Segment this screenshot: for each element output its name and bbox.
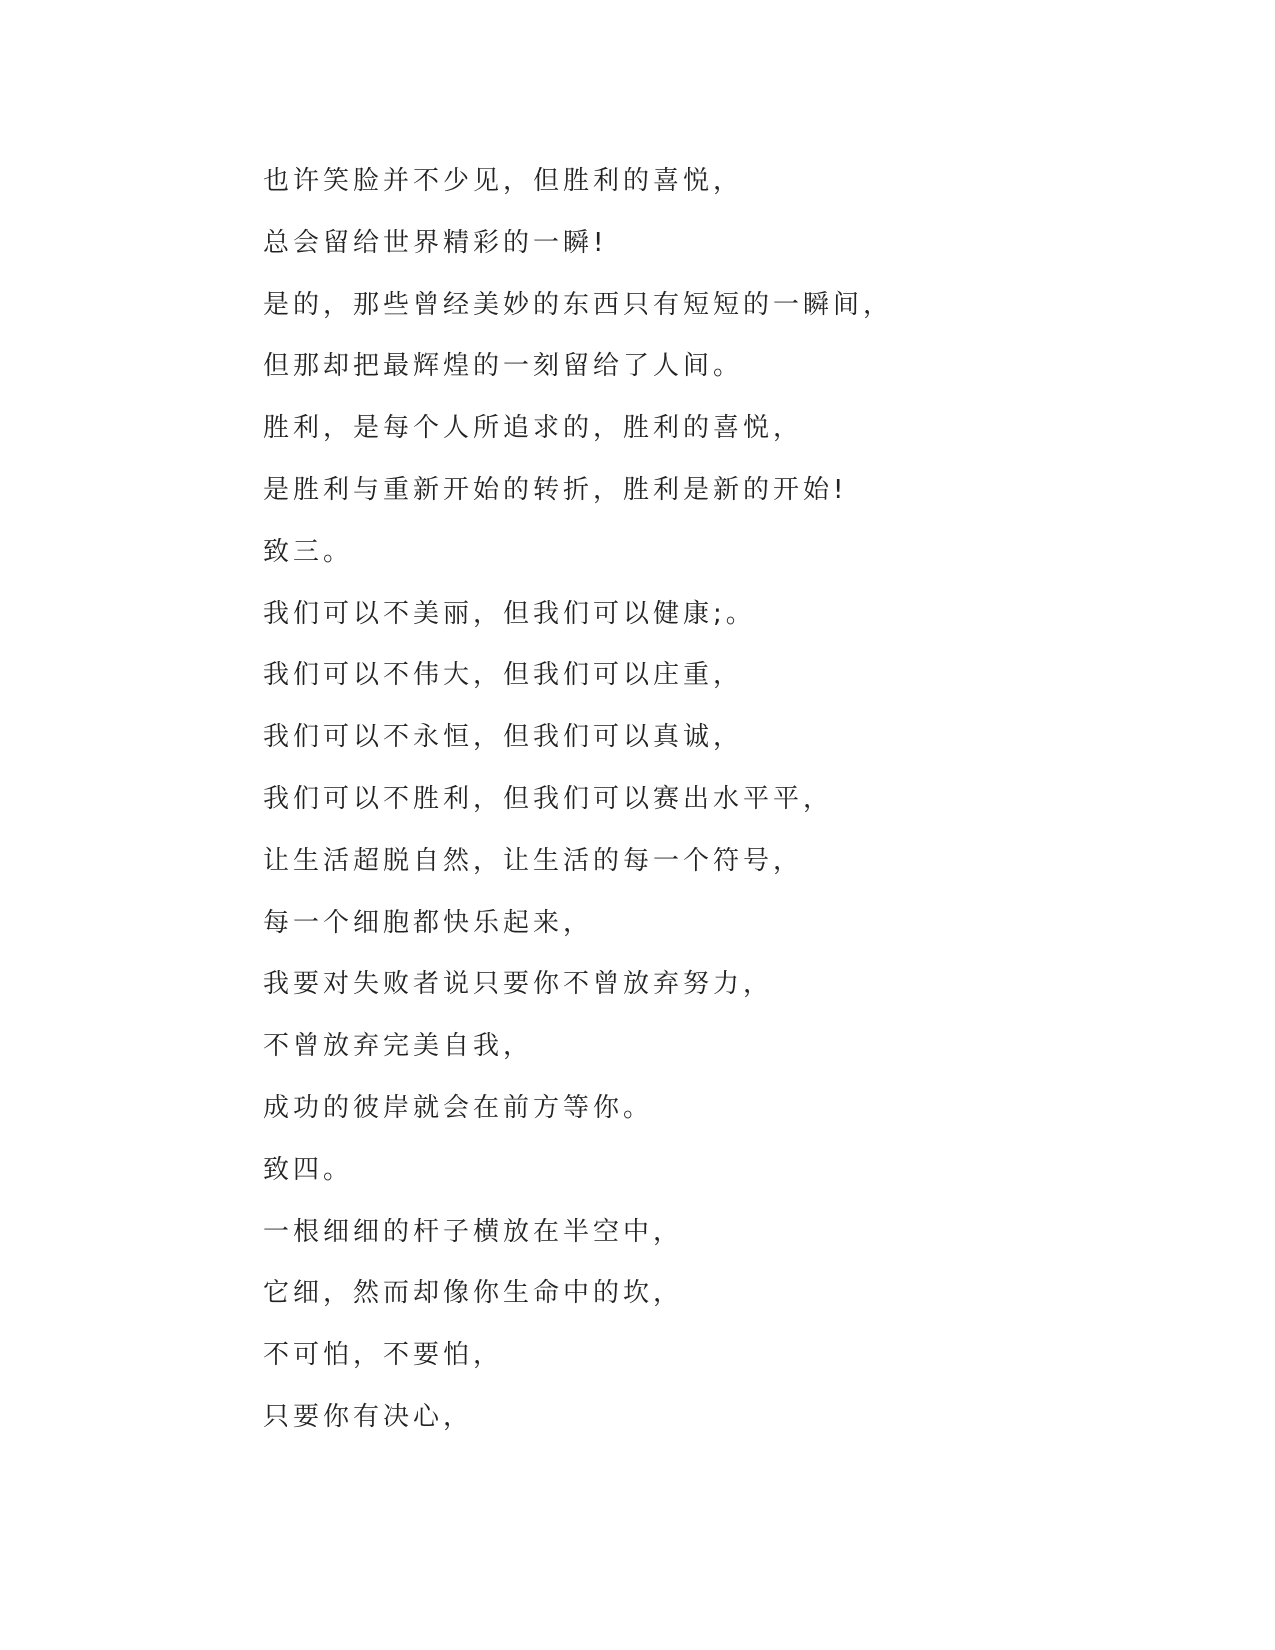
text-line: 一根细细的杆子横放在半空中， xyxy=(263,1216,684,1247)
text-line: 总会留给世界精彩的一瞬! xyxy=(263,227,608,258)
text-line: 胜利，是每个人所追求的，胜利的喜悦， xyxy=(263,413,804,444)
text-line: 我们可以不伟大，但我们可以庄重， xyxy=(263,660,744,691)
text-line: 让生活超脱自然，让生活的每一个符号， xyxy=(263,845,804,876)
document-body xyxy=(263,165,1163,1463)
text-line: 是的，那些曾经美妙的东西只有短短的一瞬间， xyxy=(263,289,894,320)
text-line: 它细，然而却像你生命中的坎， xyxy=(263,1278,684,1309)
text-line: 我们可以不胜利，但我们可以赛出水平平， xyxy=(263,783,834,814)
text-line: 不可怕，不要怕， xyxy=(263,1340,504,1371)
section-heading: 致四。 xyxy=(263,1154,354,1185)
text-line: 是胜利与重新开始的转折，胜利是新的开始! xyxy=(263,474,848,505)
text-line: 我要对失败者说只要你不曾放弃努力， xyxy=(263,969,774,1000)
text-line: 只要你有决心， xyxy=(263,1401,474,1432)
section-heading: 致三。 xyxy=(263,536,354,567)
text-line: 但那却把最辉煌的一刻留给了人间。 xyxy=(263,351,744,382)
text-line: 也许笑脸并不少见，但胜利的喜悦， xyxy=(263,166,744,196)
text-line: 我们可以不永恒，但我们可以真诚， xyxy=(263,722,744,753)
text-line: 不曾放弃完美自我， xyxy=(263,1031,534,1062)
text-line: 成功的彼岸就会在前方等你。 xyxy=(263,1092,654,1123)
text-line: 每一个细胞都快乐起来， xyxy=(263,907,594,938)
text-line: 我们可以不美丽，但我们可以健康;。 xyxy=(263,598,756,629)
